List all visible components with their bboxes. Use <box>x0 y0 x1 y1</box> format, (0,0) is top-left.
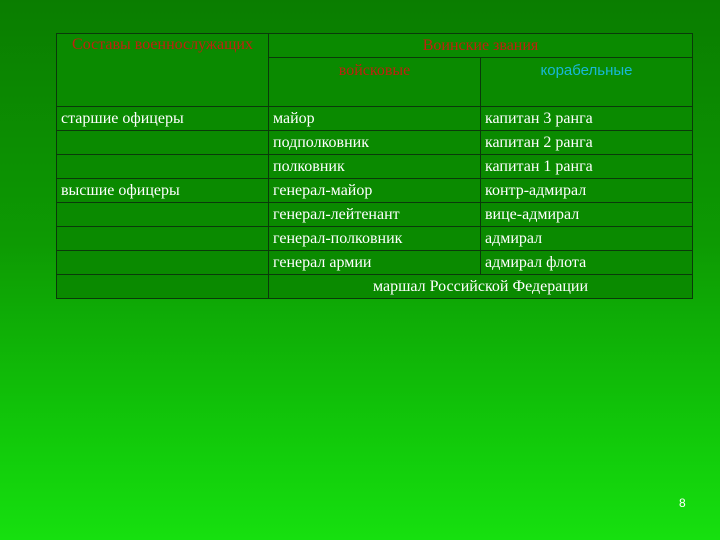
header-ranks: Воинские звания <box>269 34 693 58</box>
category-cell: старшие офицеры <box>57 107 269 131</box>
table-row <box>57 179 693 203</box>
marshal-rank-cell: маршал Российской Федерации <box>269 275 693 299</box>
army-rank-cell: генерал-лейтенант <box>269 203 481 227</box>
category-cell <box>57 131 269 155</box>
table-row <box>57 131 693 155</box>
table-row <box>57 107 693 131</box>
army-rank-cell: полковник <box>269 155 481 179</box>
header-row-top <box>57 34 693 58</box>
category-cell <box>57 203 269 227</box>
category-cell: высшие офицеры <box>57 179 269 203</box>
army-rank-cell: генерал-майор <box>269 179 481 203</box>
category-cell <box>57 227 269 251</box>
category-cell <box>57 251 269 275</box>
page-number: 8 <box>679 496 686 510</box>
header-composition: Составы военнослужащих <box>57 34 269 107</box>
army-rank-cell: генерал-полковник <box>269 227 481 251</box>
army-rank-cell: генерал армии <box>269 251 481 275</box>
header-navy: корабельные <box>481 58 693 107</box>
army-rank-cell: подполковник <box>269 131 481 155</box>
header-army: войсковые <box>269 58 481 107</box>
table-row-marshal <box>57 275 693 299</box>
army-rank-cell: майор <box>269 107 481 131</box>
navy-rank-cell: капитан 2 ранга <box>481 131 693 155</box>
navy-rank-cell: контр-адмирал <box>481 179 693 203</box>
navy-rank-cell: вице-адмирал <box>481 203 693 227</box>
table-row <box>57 251 693 275</box>
table-row <box>57 203 693 227</box>
navy-rank-cell: адмирал флота <box>481 251 693 275</box>
ranks-table <box>56 33 693 299</box>
category-cell <box>57 275 269 299</box>
navy-rank-cell: капитан 1 ранга <box>481 155 693 179</box>
table-row <box>57 227 693 251</box>
navy-rank-cell: адмирал <box>481 227 693 251</box>
navy-rank-cell: капитан 3 ранга <box>481 107 693 131</box>
category-cell <box>57 155 269 179</box>
table-row <box>57 155 693 179</box>
